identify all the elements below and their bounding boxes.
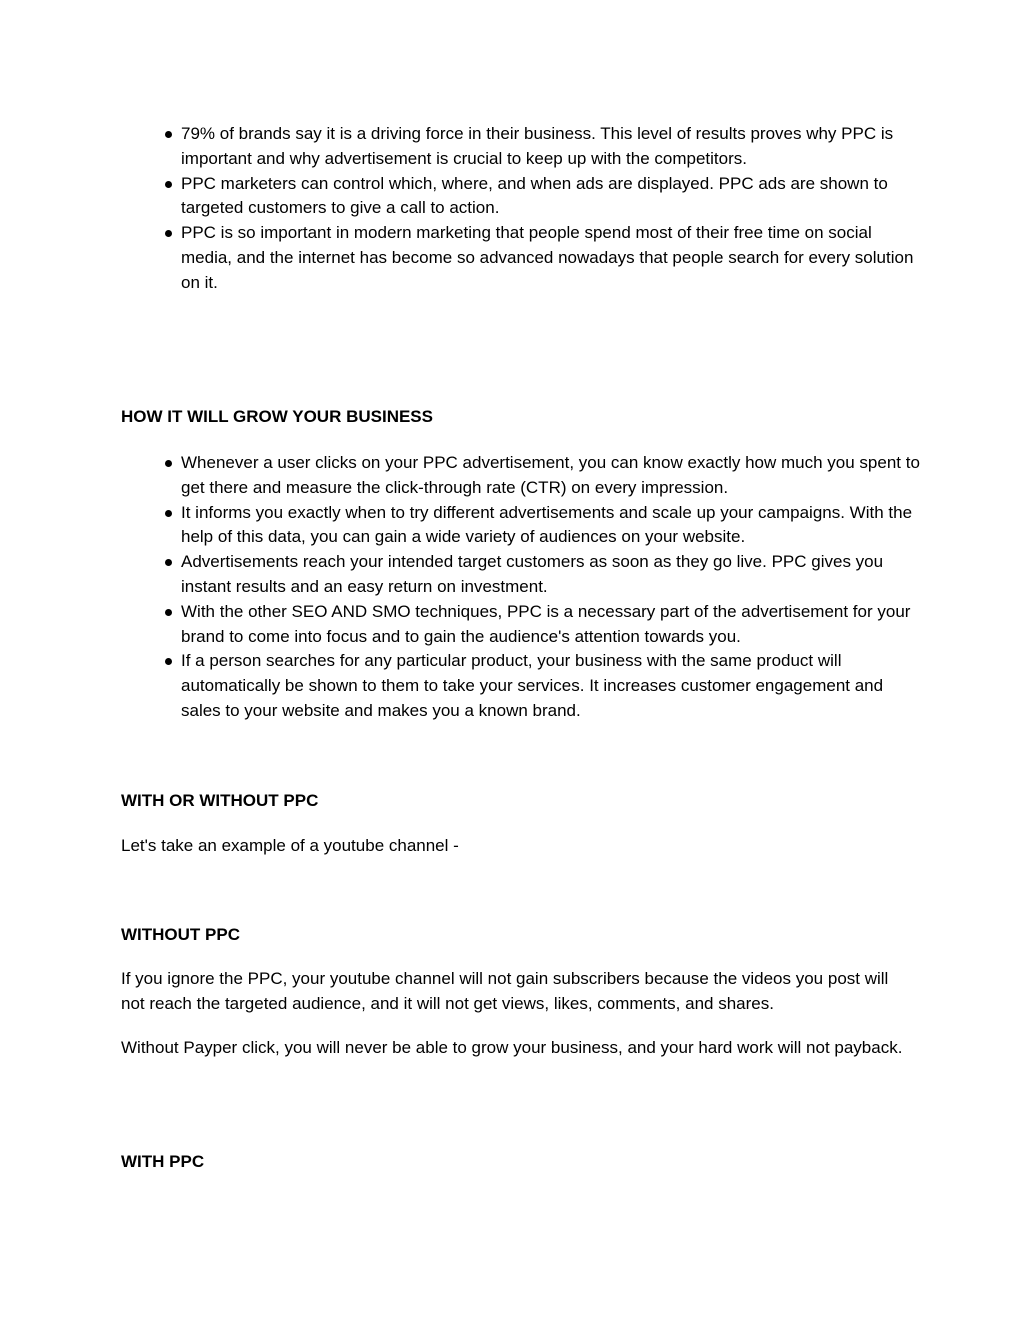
- intro-bullet-list: [162, 122, 922, 296]
- bullet-icon: [165, 559, 172, 566]
- with-or-without-heading: WITH OR WITHOUT PPC: [121, 791, 319, 810]
- grow-business-heading: HOW IT WILL GROW YOUR BUSINESS: [121, 407, 433, 426]
- with-or-without-text: Let's take an example of a youtube channel -: [121, 836, 459, 855]
- list-item: [162, 122, 922, 172]
- list-item: [162, 550, 922, 600]
- without-ppc-heading: WITHOUT PPC: [121, 925, 240, 944]
- bullet-icon: [165, 510, 172, 517]
- list-item: [162, 501, 922, 551]
- bullet-text: With the other SEO AND SMO techniques, PPC is a necessary part of the advertisement for your brand to come into focus and to gain the audience's attention towards you.: [181, 601, 911, 646]
- bullet-icon: [165, 460, 172, 467]
- bullet-icon: [165, 658, 172, 665]
- without-ppc-paragraph: Without Payper click, you will never be able to grow your business, and your hard work will not payback.: [121, 1038, 903, 1057]
- list-item: [162, 600, 922, 650]
- bullet-text: 79% of brands say it is a driving force in their business. This level of results proves why PPC is important and why advertisement is crucial to keep up with the competitors.: [181, 124, 894, 168]
- bullet-icon: [165, 131, 172, 138]
- bullet-text: PPC is so important in modern marketing that people spend most of their free time on social media, and the internet has become so advanced nowadays that people search for every solution on it.: [181, 223, 914, 292]
- bullet-text: PPC marketers can control which, where, and when ads are displayed. PPC ads are shown to targeted customers to give a call to action.: [181, 173, 888, 218]
- bullet-icon: [165, 230, 172, 237]
- bullet-icon: [165, 181, 172, 188]
- list-item: [162, 172, 922, 222]
- bullet-icon: [165, 609, 172, 616]
- list-item: [162, 649, 922, 723]
- bullet-text: If a person searches for any particular product, your business with the same product will automatically be shown to them to take your services. It increases customer engagement and sales to your website and makes you a known brand.: [181, 651, 884, 720]
- bullet-text: Advertisements reach your intended target customers as soon as they go live. PPC gives you instant results and an easy return on investment.: [181, 552, 884, 596]
- list-item: [162, 221, 922, 295]
- bullet-text: It informs you exactly when to try different advertisements and scale up your campaigns. With the help of this data, you can gain a wide variety of audiences on your website.: [181, 502, 913, 547]
- grow-business-bullet-list: [162, 451, 922, 724]
- list-item: [162, 451, 922, 501]
- with-ppc-heading: WITH PPC: [121, 1152, 205, 1171]
- without-ppc-paragraph: If you ignore the PPC, your youtube channel will not gain subscribers because the videos you post will not reach the targeted audience, and it will not get views, likes, comments, and shares.: [121, 969, 889, 1013]
- bullet-text: Whenever a user clicks on your PPC advertisement, you can know exactly how much you spent to get there and measure the click-through rate (CTR) on every impression.: [181, 453, 920, 497]
